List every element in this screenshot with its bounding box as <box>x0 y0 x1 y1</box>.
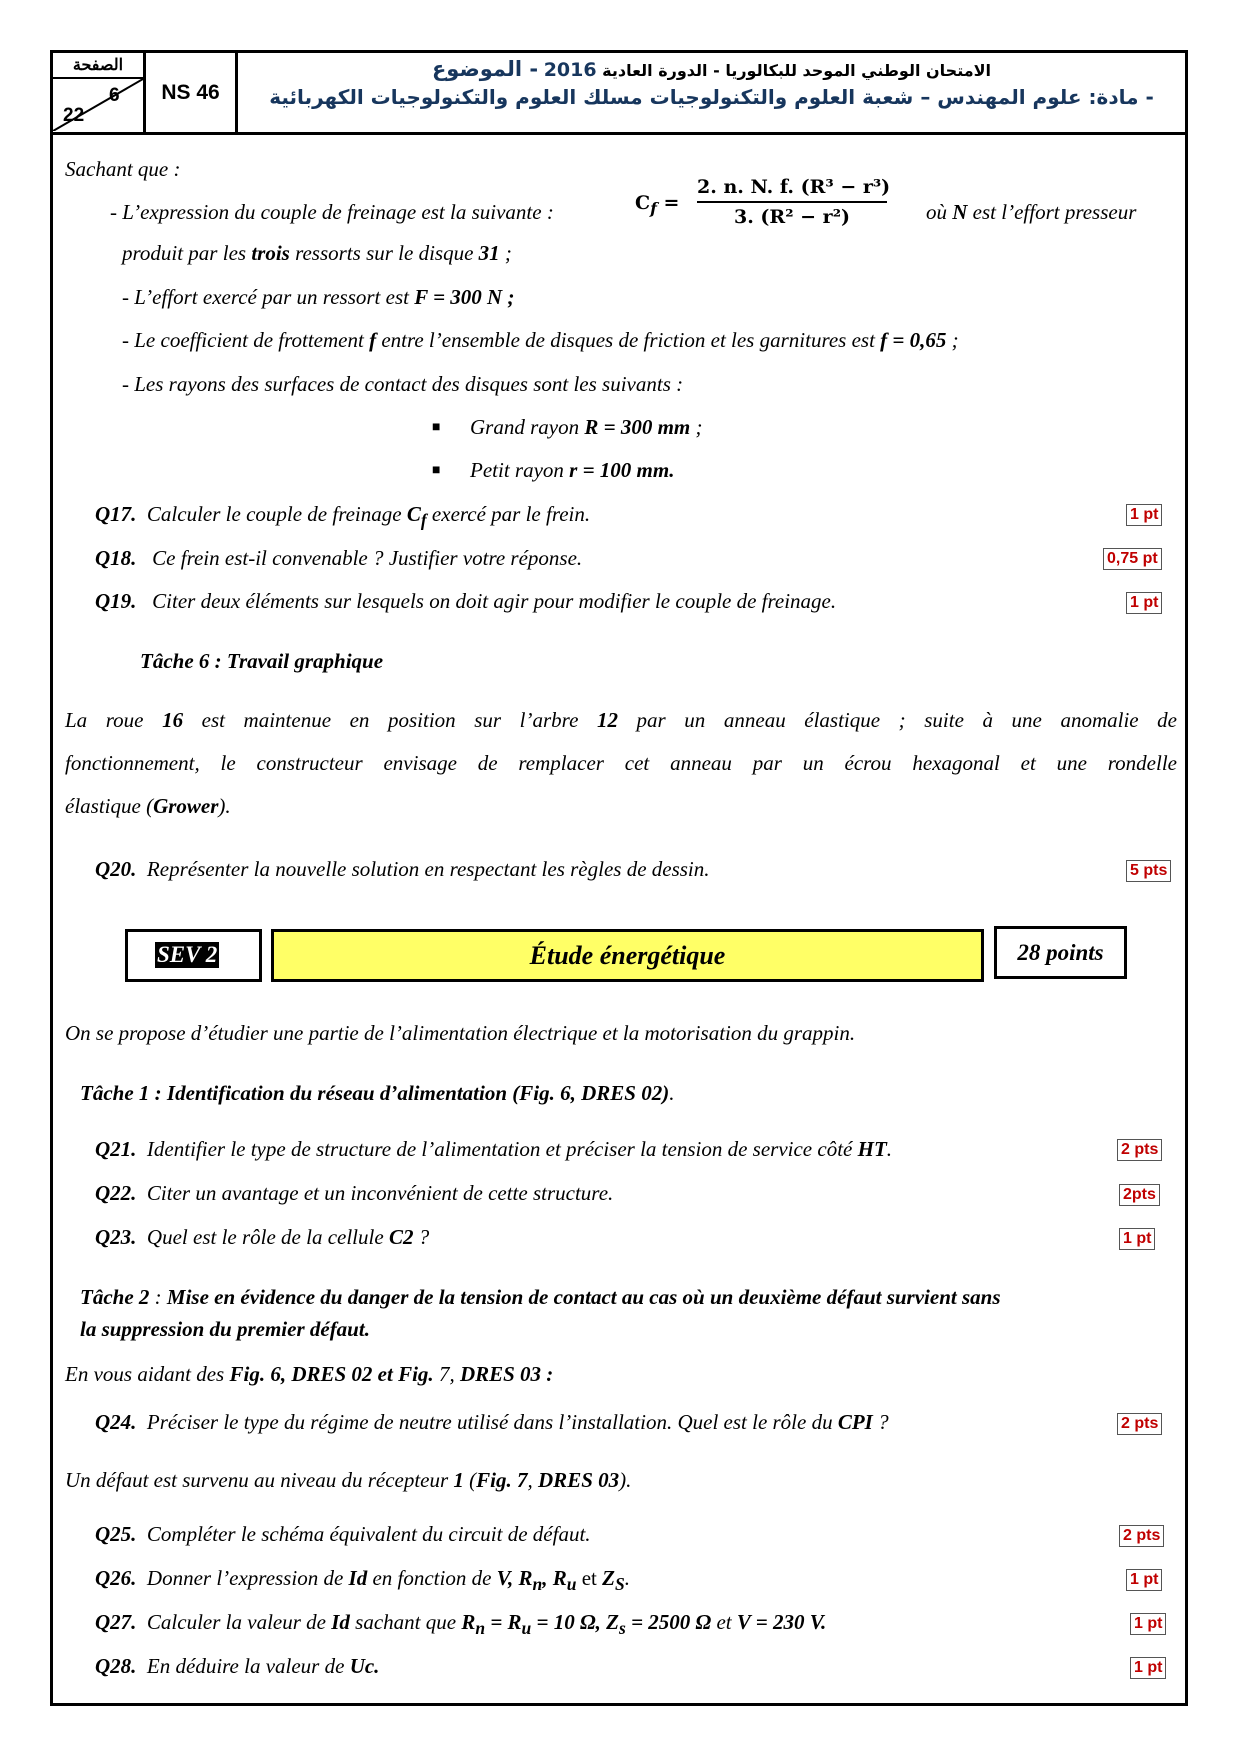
text: . <box>886 1137 893 1161</box>
text: s <box>619 1618 626 1639</box>
question-number: Q25. <box>95 1522 137 1546</box>
task6-para-3 <box>65 794 231 819</box>
text: C2 <box>388 1225 414 1249</box>
intro-line-4 <box>122 328 959 353</box>
question-text: Donner l’expression de <box>146 1566 349 1590</box>
question-q23 <box>95 1225 429 1250</box>
text: , R <box>542 1566 567 1590</box>
question-number: Q26. <box>95 1566 137 1590</box>
text: entre l’ensemble de disques de friction et les garnitures est <box>376 328 881 352</box>
question-text: En déduire la valeur de <box>146 1654 350 1678</box>
text: = R <box>485 1610 522 1634</box>
bullet-icon: ■ <box>432 463 441 478</box>
text: Tâche 1 : Identification du réseau d’alimentation (Fig. 6, DRES 02) <box>80 1081 670 1105</box>
points-badge: 0,75 pt <box>1103 548 1162 570</box>
exam-title <box>238 53 1185 132</box>
text: R <box>461 1610 476 1634</box>
formula-numerator: 2. n. N. f. (R³ − r³) <box>697 176 887 203</box>
text: DRES 03 <box>538 1468 620 1492</box>
task2-title-2: la suppression du premier défaut. <box>80 1317 370 1341</box>
text: Un défaut est survenu au niveau du récepteur <box>65 1468 454 1492</box>
sachant-que: Sachant que : <box>65 157 181 181</box>
question-text: Citer un avantage et un inconvénient de cette structure. <box>146 1181 614 1205</box>
text: Grower <box>153 794 219 818</box>
text: est l’effort presseur <box>967 200 1137 224</box>
exam-year: 2016 <box>543 59 597 81</box>
text: élastique ( <box>65 794 154 818</box>
points-badge: 5 pts <box>1126 860 1171 882</box>
text: où <box>926 200 953 224</box>
text: C <box>406 502 421 526</box>
text: produit par les <box>122 241 252 265</box>
intro-line-3 <box>122 285 514 310</box>
text: R = 300 mm <box>584 415 691 439</box>
task2-title-1 <box>80 1285 1001 1310</box>
points-badge: 2pts <box>1119 1184 1160 1206</box>
text: : <box>149 1285 167 1309</box>
text: et <box>576 1566 603 1590</box>
question-number: Q24. <box>95 1410 137 1434</box>
text: ; <box>690 415 703 439</box>
question-q22 <box>95 1181 613 1206</box>
text: La roue <box>65 708 163 732</box>
sev-points: 28 points <box>1017 939 1104 965</box>
text: Id <box>348 1566 368 1590</box>
question-text: Identifier le type de structure de l’alimentation et préciser la tension de service côté <box>146 1137 858 1161</box>
points-badge: 1 pt <box>1126 592 1162 614</box>
question-number: Q21. <box>95 1137 137 1161</box>
question-q24 <box>95 1410 889 1435</box>
text: . <box>669 1081 675 1105</box>
text: ? <box>872 1410 889 1434</box>
points-badge: 1 pt <box>1130 1657 1166 1679</box>
text: = 10 Ω, Z <box>531 1610 619 1634</box>
question-q18 <box>95 546 582 571</box>
points-badge: 2 pts <box>1117 1139 1162 1161</box>
text: F = 300 N ; <box>414 285 515 309</box>
text: n <box>475 1618 486 1639</box>
page-number: 6 <box>109 85 120 106</box>
text: = 2500 Ω <box>625 1610 712 1634</box>
text: Id <box>331 1610 350 1634</box>
question-text: Citer deux éléments sur lesquels on doit agir pour modifier le couple de freinage. <box>152 589 837 613</box>
question-q21 <box>95 1137 892 1162</box>
text: en fonction de <box>367 1566 497 1590</box>
text: Tâche 2 <box>80 1285 150 1309</box>
formula-sub: f <box>650 198 657 218</box>
text: ( <box>463 1468 477 1492</box>
text: Z <box>602 1566 615 1590</box>
text: 16 <box>162 708 184 732</box>
question-q28 <box>95 1654 379 1679</box>
text: f = 0,65 <box>880 328 947 352</box>
question-number: Q23. <box>95 1225 137 1249</box>
text: par un anneau élastique ; suite à une anomalie de <box>617 708 1178 732</box>
bullet-1 <box>470 415 703 440</box>
text: ). <box>218 794 231 818</box>
text: n <box>532 1574 543 1595</box>
text: u <box>521 1618 532 1639</box>
text: r = 100 mm. <box>569 458 675 482</box>
question-q27 <box>95 1610 826 1639</box>
text: ; <box>946 328 959 352</box>
points-badge: 1 pt <box>1130 1613 1166 1635</box>
question-number: Q17. <box>95 502 137 526</box>
text: ). <box>619 1468 632 1492</box>
part2-intro: On se propose d’étudier une partie de l’alimentation électrique et la motorisation du grappin. <box>65 1021 856 1045</box>
text: S <box>614 1574 625 1595</box>
page-total: 22 <box>63 105 85 126</box>
formula-fraction <box>697 176 891 228</box>
text: est maintenue en position sur l’arbre <box>183 708 597 732</box>
question-number: Q20. <box>95 857 137 881</box>
text: V = 230 V. <box>736 1610 827 1634</box>
page-header <box>53 53 1185 135</box>
text: ? <box>413 1225 430 1249</box>
exam-code: NS 46 <box>146 53 238 132</box>
question-number: Q19. <box>95 589 137 613</box>
text: f <box>369 328 377 352</box>
question-text: Ce frein est-il convenable ? Justifier votre réponse. <box>152 546 583 570</box>
question-text: Calculer le couple de freinage <box>146 502 407 526</box>
page-number-cell <box>53 53 146 132</box>
formula-denominator: 3. (R² − r²) <box>733 206 851 228</box>
subject-line: - مادة: علوم المهندس – شعبة العلوم والتكنولوجيات مسلك العلوم والتكنولوجيات الكهربائية <box>269 85 1154 109</box>
task6-para-1 <box>65 708 1177 733</box>
text: f <box>420 510 427 531</box>
text: 31 <box>478 241 500 265</box>
text: - Le coefficient de frottement <box>122 328 370 352</box>
bullet-icon: ■ <box>432 420 441 435</box>
text: ; <box>499 241 512 265</box>
exam-line: الامتحان الوطني الموحد للبكالوريا - الدورة العادية <box>602 61 992 80</box>
sev-title-box <box>271 929 984 982</box>
sev-label-box <box>125 929 262 982</box>
question-number: Q27. <box>95 1610 137 1634</box>
question-text: Calculer la valeur de <box>146 1610 332 1634</box>
text: Fig. 7 <box>476 1468 528 1492</box>
points-badge: 1 pt <box>1126 504 1162 526</box>
subject-word: - الموضوع <box>431 57 539 81</box>
text: En vous aidant des <box>65 1362 230 1386</box>
task1-title <box>80 1081 674 1106</box>
aid-line <box>65 1362 553 1387</box>
question-q19 <box>95 589 836 614</box>
page-label: الصفحة <box>53 55 143 79</box>
text: et <box>711 1610 737 1634</box>
question-number: Q28. <box>95 1654 137 1678</box>
question-number: Q22. <box>95 1181 137 1205</box>
text: sachant que <box>349 1610 462 1634</box>
question-text: Représenter la nouvelle solution en respectant les règles de dessin. <box>146 857 710 881</box>
text: Grand rayon <box>470 415 585 439</box>
formula-eq: = <box>656 192 680 214</box>
text: exercé par le frein. <box>426 502 591 526</box>
defect-line <box>65 1468 631 1493</box>
bullet-2 <box>470 458 674 483</box>
text: 1 <box>453 1468 464 1492</box>
text: - L’effort exercé par un ressort est <box>122 285 415 309</box>
text: CPI <box>837 1410 873 1434</box>
question-q25 <box>95 1522 591 1547</box>
formula-intro: - L’expression du couple de freinage est la suivante : <box>110 200 554 224</box>
text: HT <box>857 1137 887 1161</box>
text: trois <box>251 241 290 265</box>
text: V, R <box>496 1566 533 1590</box>
sev-title: Étude énergétique <box>529 940 726 970</box>
text: Uc. <box>349 1654 380 1678</box>
question-q17 <box>95 502 590 531</box>
task6-para-2: fonctionnement, le constructeur envisage de remplacer cet anneau par un écrou hexagonal et une rondelle <box>65 751 1177 775</box>
text: DRES 03 : <box>459 1362 554 1386</box>
text: Petit rayon <box>470 458 570 482</box>
text: Mise en évidence du danger de la tension de contact au cas où un deuxième défaut survient sans <box>166 1285 1001 1309</box>
text: Fig. 6, DRES 02 et Fig. <box>229 1362 434 1386</box>
formula-lhs: C <box>635 192 651 214</box>
text: u <box>566 1574 577 1595</box>
question-q20 <box>95 857 710 882</box>
formula-after <box>926 200 1136 225</box>
intro-line-2 <box>122 241 512 266</box>
sev-label: SEV 2 <box>157 942 218 967</box>
question-text: Préciser le type du régime de neutre utilisé dans l’installation. Quel est le rôle du <box>146 1410 838 1434</box>
points-badge: 2 pts <box>1117 1413 1162 1435</box>
points-badge: 1 pt <box>1119 1228 1155 1250</box>
question-text: Quel est le rôle de la cellule <box>146 1225 389 1249</box>
points-badge: 2 pts <box>1119 1525 1164 1547</box>
text: 12 <box>596 708 618 732</box>
question-q26 <box>95 1566 630 1595</box>
text: 7, <box>433 1362 460 1386</box>
points-badge: 1 pt <box>1126 1569 1162 1591</box>
text: . <box>624 1566 630 1590</box>
text: , <box>527 1468 539 1492</box>
text: ressorts sur le disque <box>289 241 479 265</box>
intro-line-5: - Les rayons des surfaces de contact des disques sont les suivants : <box>122 372 684 396</box>
question-number: Q18. <box>95 546 137 570</box>
question-text: Compléter le schéma équivalent du circuit de défaut. <box>146 1522 591 1546</box>
sev-points-box <box>994 926 1127 979</box>
task6-title: Tâche 6 : Travail graphique <box>140 649 384 673</box>
text: N <box>952 200 968 224</box>
